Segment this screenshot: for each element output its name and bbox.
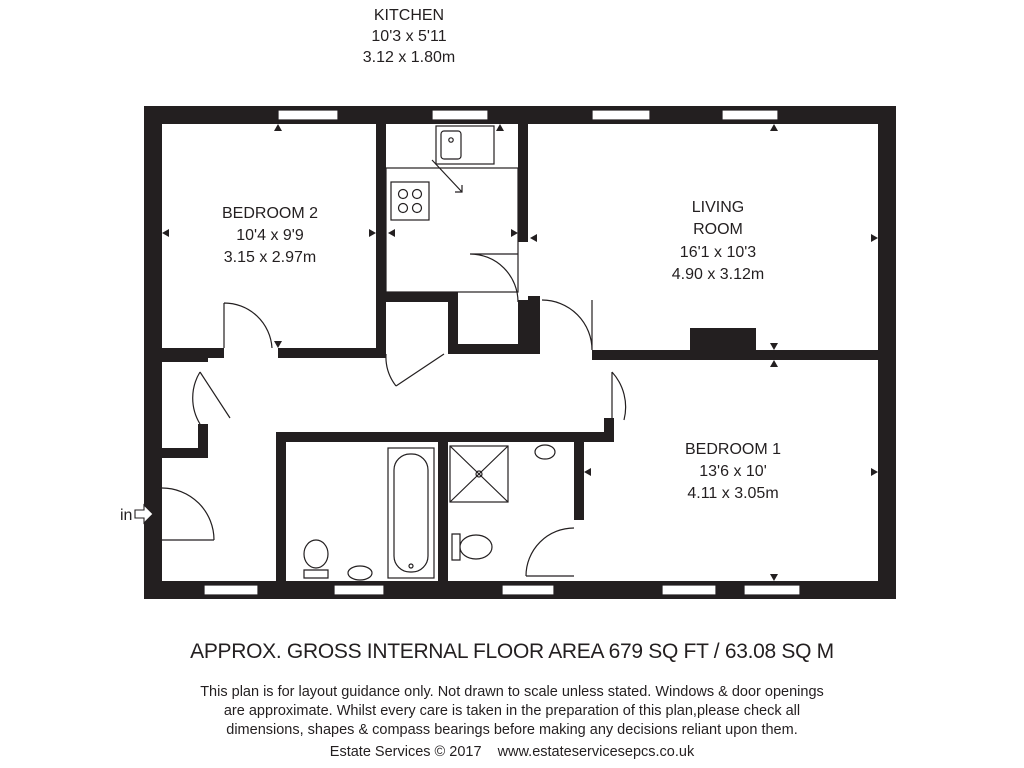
wc-bathroom <box>304 540 328 578</box>
wall-bath-shower <box>438 442 448 582</box>
window-living-left <box>592 110 650 120</box>
company-credit: Estate Services © 2017 <box>329 744 482 760</box>
basin-shower <box>535 445 555 459</box>
tick <box>274 124 282 131</box>
window-hall <box>204 585 258 595</box>
tick <box>871 468 878 476</box>
tick <box>871 234 878 242</box>
shower-lines <box>450 446 508 502</box>
floor-area-heading: APPROX. GROSS INTERNAL FLOOR AREA 679 SQ FT / 63.08 SQ M <box>190 640 834 663</box>
hob-ring-3 <box>399 204 408 213</box>
tick <box>770 360 778 367</box>
bedroom2-metric: 3.15 x 2.97m <box>223 249 317 266</box>
door-bed1 <box>526 528 574 576</box>
tick <box>584 468 591 476</box>
living-imperial: 16'1 x 10'3 <box>679 244 757 261</box>
hob-ring-1 <box>399 190 408 199</box>
tick <box>770 574 778 581</box>
wall-kitchen-bottom <box>386 292 458 302</box>
bathtub-inner <box>394 454 428 572</box>
basin-bathroom <box>348 566 372 580</box>
hob-ring-2 <box>413 190 422 199</box>
window-living-right <box>722 110 778 120</box>
sink-bowl <box>441 131 461 159</box>
door-living <box>542 300 592 350</box>
kitchen-arrow <box>432 160 462 192</box>
disclaimer <box>150 683 874 740</box>
outer-wall-right <box>878 106 896 599</box>
wall-cupboard-right-edge <box>198 424 208 458</box>
kitchen-metric: 3.12 x 1.80m <box>362 49 456 66</box>
walls <box>144 106 896 599</box>
wall-bed1-left-top <box>604 418 614 442</box>
sink-drain <box>449 138 453 142</box>
bedroom1-imperial: 13'6 x 10' <box>699 463 767 480</box>
wall-wc-left <box>276 432 286 582</box>
wall-kitchen-living <box>518 124 528 242</box>
wall-corridor-bottom <box>276 432 612 442</box>
bath-drain <box>409 564 413 568</box>
bedroom1-metric: 4.11 x 3.05m <box>687 485 779 502</box>
entrance-label: in <box>120 507 133 524</box>
wc-shower <box>452 534 492 560</box>
tick <box>369 229 376 237</box>
tick <box>274 341 282 348</box>
tick <box>496 124 504 131</box>
tick <box>511 229 518 237</box>
door-hall-cupboard <box>193 372 230 424</box>
wall-bed2-kitchen <box>376 124 386 354</box>
disclaimer-line-3: dimensions, shapes & compass bearings before making any decisions reliant upon them. <box>226 722 798 738</box>
hob <box>391 182 429 220</box>
wall-bed1-left <box>574 442 584 520</box>
credit-line <box>0 744 1024 760</box>
door-bed2 <box>224 303 272 348</box>
window-bed1-left <box>662 585 716 595</box>
kitchen-imperial: 10'3 x 5'11 <box>371 28 447 45</box>
fireplace <box>690 328 756 352</box>
tick <box>770 124 778 131</box>
tick <box>388 229 395 237</box>
door-entrance <box>162 488 214 540</box>
living-metric: 4.90 x 3.12m <box>671 266 765 283</box>
bedroom2-imperial: 10'4 x 9'9 <box>236 227 304 244</box>
door-cupboard <box>386 354 444 386</box>
wall-cupboard-top <box>162 352 208 362</box>
window-bed1-right <box>744 585 800 595</box>
door-kitchen <box>470 254 518 302</box>
bedroom2-name: BEDROOM 2 <box>221 205 319 222</box>
living-name-line1: LIVING <box>691 199 745 216</box>
tick <box>530 234 537 242</box>
living-name-line2: ROOM <box>693 221 743 238</box>
bathtub <box>388 448 434 578</box>
wall-kitchen-bottom-right <box>448 344 538 354</box>
disclaimer-line-1: This plan is for layout guidance only. Not drawn to scale unless stated. Windows & door openings <box>200 684 824 700</box>
window-kitchen <box>432 110 488 120</box>
window-wc <box>334 585 384 595</box>
tick <box>162 229 169 237</box>
website-link[interactable]: www.estateservicesepcs.co.uk <box>497 744 695 760</box>
worktop <box>386 168 518 292</box>
tick <box>770 343 778 350</box>
door-corridor-bed1 <box>612 372 626 420</box>
disclaimer-line-2: are approximate. Whilst every care is taken in the preparation of this plan,please check all <box>223 703 801 719</box>
sink-unit <box>436 126 494 164</box>
hob-ring-4 <box>413 204 422 213</box>
window-shower <box>502 585 554 595</box>
outer-wall-top <box>144 106 896 124</box>
bedroom1-name: BEDROOM 1 <box>684 441 782 458</box>
wall-living-stub <box>528 296 540 354</box>
wall-bed2-bottom-right <box>278 348 386 358</box>
kitchen-name: KITCHEN <box>373 7 445 24</box>
outer-wall-left <box>144 106 162 599</box>
window-bed2 <box>278 110 338 120</box>
